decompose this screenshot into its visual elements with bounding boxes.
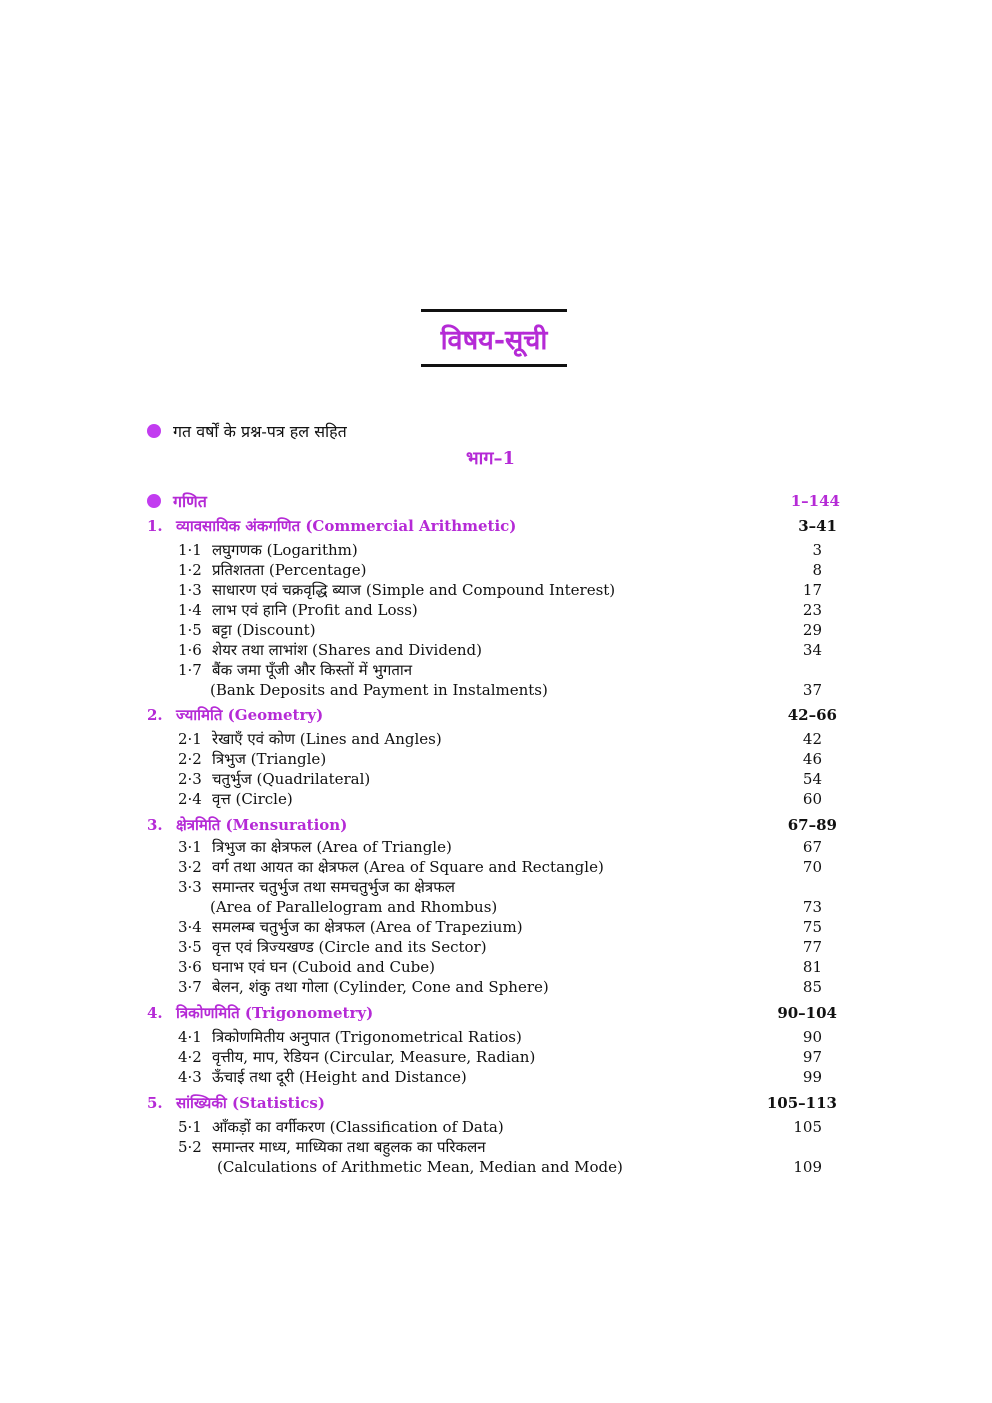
item-title-continuation: (Area of Parallelogram and Rhombus) bbox=[210, 898, 498, 916]
chapter-row bbox=[0, 516, 992, 536]
item-page: 73 bbox=[802, 898, 822, 916]
item-number: 1·2 bbox=[178, 561, 202, 579]
item-page: 37 bbox=[802, 681, 822, 699]
item-number: 3·3 bbox=[178, 878, 202, 896]
item-number: 4·1 bbox=[178, 1028, 202, 1046]
chapter-number: 2. bbox=[147, 706, 163, 724]
item-title: ऊँचाई तथा दूरी (Height and Distance) bbox=[212, 1068, 467, 1086]
item-title-continuation: (Bank Deposits and Payment in Instalments) bbox=[210, 681, 548, 699]
item-title-continuation: (Calculations of Arithmetic Mean, Median and Mode) bbox=[217, 1158, 623, 1176]
item-title: वृत्त (Circle) bbox=[212, 790, 293, 808]
chapter-row bbox=[0, 1093, 992, 1113]
toc-item-row bbox=[0, 769, 992, 789]
toc-item-row bbox=[0, 560, 992, 580]
previous-papers-line bbox=[147, 420, 347, 442]
item-page: 17 bbox=[802, 581, 822, 599]
toc-item-row bbox=[0, 837, 992, 857]
item-page: 23 bbox=[802, 601, 822, 619]
chapter-page-range: 3–41 bbox=[798, 517, 837, 535]
toc-item-row bbox=[0, 1027, 992, 1047]
item-title: बट्टा (Discount) bbox=[212, 621, 316, 639]
item-number: 3·1 bbox=[178, 838, 202, 856]
item-title: शेयर तथा लाभांश (Shares and Dividend) bbox=[212, 641, 482, 659]
item-page: 46 bbox=[802, 750, 822, 768]
toc-item-row bbox=[0, 540, 992, 560]
bullet-icon bbox=[147, 424, 161, 438]
toc-item-row bbox=[0, 1137, 992, 1157]
item-page: 54 bbox=[802, 770, 822, 788]
item-number: 2·3 bbox=[178, 770, 202, 788]
toc-item-row bbox=[0, 620, 992, 640]
page-title: विषय-सूची bbox=[440, 324, 548, 356]
toc-item-row bbox=[0, 1117, 992, 1137]
item-number: 3·4 bbox=[178, 918, 202, 936]
toc-item-row bbox=[0, 640, 992, 660]
item-page: 29 bbox=[802, 621, 822, 639]
toc-item-row bbox=[0, 937, 992, 957]
bullet-icon bbox=[147, 494, 161, 508]
toc-item-row bbox=[0, 729, 992, 749]
item-title: बेलन, शंकु तथा गोला (Cylinder, Cone and Sphere) bbox=[212, 978, 549, 996]
item-page: 3 bbox=[812, 541, 822, 559]
item-number: 1·6 bbox=[178, 641, 202, 659]
item-title: आँकड़ों का वर्गीकरण (Classification of Data) bbox=[212, 1118, 504, 1136]
chapter-number: 4. bbox=[147, 1004, 163, 1022]
item-number: 1·1 bbox=[178, 541, 202, 559]
item-number: 4·2 bbox=[178, 1048, 202, 1066]
item-number: 2·2 bbox=[178, 750, 202, 768]
chapter-page-range: 105–113 bbox=[766, 1094, 837, 1112]
item-page: 109 bbox=[793, 1158, 822, 1176]
item-number: 2·4 bbox=[178, 790, 202, 808]
item-number: 1·4 bbox=[178, 601, 202, 619]
toc-item-row bbox=[0, 1047, 992, 1067]
chapter-row bbox=[0, 705, 992, 725]
toc-item-row bbox=[0, 660, 992, 680]
item-title: लाभ एवं हानि (Profit and Loss) bbox=[212, 601, 418, 619]
item-number: 5·2 bbox=[178, 1138, 202, 1156]
chapter-page-range: 42–66 bbox=[787, 706, 837, 724]
item-page: 97 bbox=[802, 1048, 822, 1066]
toc-item-row bbox=[0, 600, 992, 620]
chapter-title: त्रिकोणमिति (Trigonometry) bbox=[176, 1004, 374, 1022]
item-title: साधारण एवं चक्रवृद्धि ब्याज (Simple and Compound Interest) bbox=[212, 581, 616, 599]
item-number: 5·1 bbox=[178, 1118, 202, 1136]
item-title: लघुगणक (Logarithm) bbox=[212, 541, 358, 559]
item-number: 3·7 bbox=[178, 978, 202, 996]
toc-item-row bbox=[0, 580, 992, 600]
item-page: 34 bbox=[802, 641, 822, 659]
section-label: गणित bbox=[173, 492, 207, 511]
item-number: 3·2 bbox=[178, 858, 202, 876]
item-title: समलम्ब चतुर्भुज का क्षेत्रफल (Area of Trapezium) bbox=[212, 918, 523, 936]
item-title: त्रिकोणमितीय अनुपात (Trigonometrical Ratios) bbox=[212, 1028, 522, 1046]
chapter-page-range: 90–104 bbox=[777, 1004, 837, 1022]
toc-item-row bbox=[0, 957, 992, 977]
item-page: 60 bbox=[802, 790, 822, 808]
item-title: समान्तर माध्य, माध्यिका तथा बहुलक का परिकलन bbox=[212, 1138, 486, 1156]
item-page: 8 bbox=[812, 561, 822, 579]
toc-item-row bbox=[0, 789, 992, 809]
toc-item-row bbox=[0, 857, 992, 877]
item-number: 4·3 bbox=[178, 1068, 202, 1086]
chapter-page-range: 67–89 bbox=[787, 816, 837, 834]
toc-item-row bbox=[0, 749, 992, 769]
toc-item-row-continuation bbox=[0, 1157, 992, 1177]
toc-item-row bbox=[0, 877, 992, 897]
toc-item-row bbox=[0, 977, 992, 997]
item-number: 3·6 bbox=[178, 958, 202, 976]
toc-item-row bbox=[0, 917, 992, 937]
chapter-number: 3. bbox=[147, 816, 163, 834]
item-number: 1·5 bbox=[178, 621, 202, 639]
section-range: 1–144 bbox=[790, 492, 840, 510]
part-label: भाग–1 bbox=[466, 448, 515, 469]
chapter-title: सांख्यिकी (Statistics) bbox=[176, 1094, 325, 1112]
item-page: 85 bbox=[802, 978, 822, 996]
previous-papers-text: गत वर्षों के प्रश्न-पत्र हल सहित bbox=[173, 422, 347, 441]
item-page: 105 bbox=[793, 1118, 822, 1136]
toc-item-row bbox=[0, 1067, 992, 1087]
item-number: 1·3 bbox=[178, 581, 202, 599]
chapter-row bbox=[0, 815, 992, 835]
chapter-number: 1. bbox=[147, 517, 163, 535]
item-page: 42 bbox=[802, 730, 822, 748]
chapter-title: व्यावसायिक अंकगणित (Commercial Arithmetic) bbox=[176, 517, 517, 535]
item-number: 2·1 bbox=[178, 730, 202, 748]
toc-item-row-continuation bbox=[0, 897, 992, 917]
item-number: 1·7 bbox=[178, 661, 202, 679]
item-title: वर्ग तथा आयत का क्षेत्रफल (Area of Square and Rectangle) bbox=[212, 858, 604, 876]
chapter-row bbox=[0, 1003, 992, 1023]
item-title: त्रिभुज (Triangle) bbox=[212, 750, 327, 768]
item-title: रेखाएँ एवं कोण (Lines and Angles) bbox=[212, 730, 442, 748]
item-title: समान्तर चतुर्भुज तथा समचतुर्भुज का क्षेत्रफल bbox=[212, 878, 455, 896]
item-title: वृत्तीय, माप, रेडियन (Circular, Measure, Radian) bbox=[212, 1048, 536, 1066]
item-title: बैंक जमा पूँजी और किस्तों में भुगतान bbox=[212, 661, 413, 679]
title-frame bbox=[421, 309, 567, 367]
item-number: 3·5 bbox=[178, 938, 202, 956]
item-page: 99 bbox=[802, 1068, 822, 1086]
chapter-title: क्षेत्रमिति (Mensuration) bbox=[176, 816, 348, 834]
item-title: घनाभ एवं घन (Cuboid and Cube) bbox=[212, 958, 435, 976]
item-title: वृत्त एवं त्रिज्यखण्ड (Circle and its Sector) bbox=[212, 938, 487, 956]
chapter-number: 5. bbox=[147, 1094, 163, 1112]
item-page: 90 bbox=[802, 1028, 822, 1046]
item-page: 81 bbox=[802, 958, 822, 976]
toc-item-row-continuation bbox=[0, 680, 992, 700]
item-title: त्रिभुज का क्षेत्रफल (Area of Triangle) bbox=[212, 838, 452, 856]
item-page: 77 bbox=[802, 938, 822, 956]
item-page: 75 bbox=[802, 918, 822, 936]
item-page: 67 bbox=[802, 838, 822, 856]
section-line bbox=[147, 490, 840, 512]
chapter-title: ज्यामिति (Geometry) bbox=[176, 706, 324, 724]
item-page: 70 bbox=[802, 858, 822, 876]
item-title: चतुर्भुज (Quadrilateral) bbox=[212, 770, 371, 788]
item-title: प्रतिशतता (Percentage) bbox=[212, 561, 367, 579]
